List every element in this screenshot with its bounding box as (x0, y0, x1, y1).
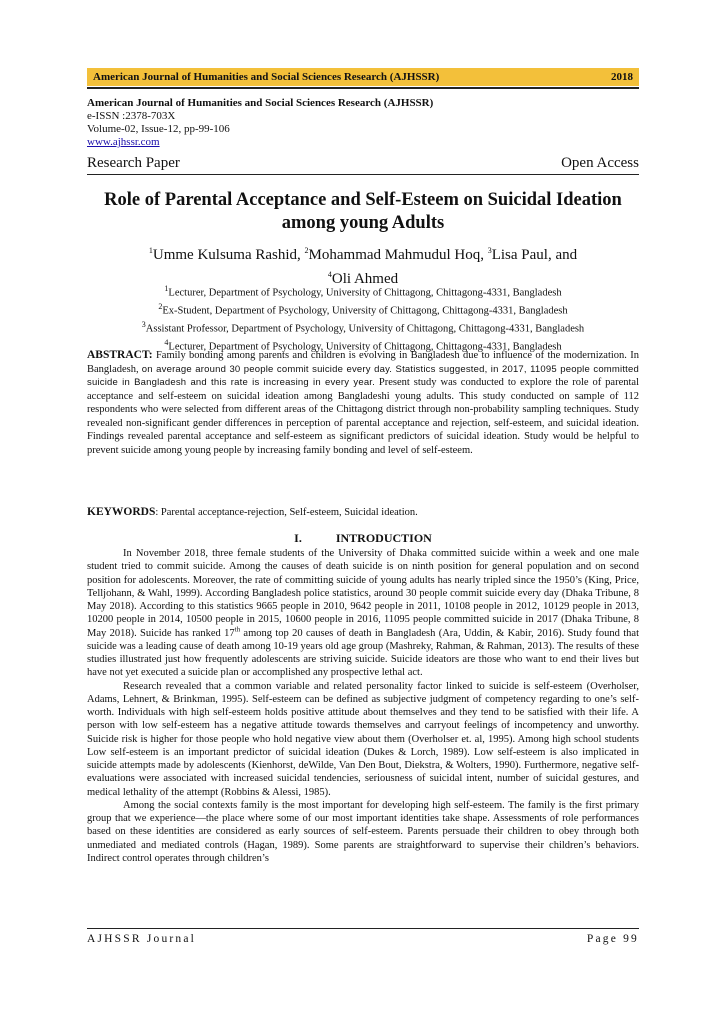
affiliation-sup: 4 (164, 338, 169, 347)
journal-meta (87, 97, 639, 149)
author-name: Mohammad Mahmudul Hoq, (308, 247, 488, 263)
paragraph-text: among top 20 causes of death in Bangladesh (Ara, Uddin, & Kabir, 2016). Study found that suicide was a leading cause of death among 10-19 years old age group (Mashreky, Rahman, & Rahman, 2013). The results of these studies illustrated just how frequently adolescents are striving suicide. Suicide ideators are those who want to end their lives but have not yet executed a suicide plan or accomplished any prospective lethal act. (87, 627, 639, 679)
section-title: INTRODUCTION (335, 531, 432, 545)
paragraph: Research revealed that a common variable and related personality factor linked to suicide is self-esteem (Overholser, Adams, Lehnert, & Brinkman, 1995). Self-esteem can be defined as subjective judgment of competency regarding to one’s self-worth. Individuals with high self-esteem holds positive attitude about themselves and they tend to be satisfied with their life. A person with low self-esteem has a negative attitude towards themselves and carryout feelings of incompetency and unworthy. Suicide risk is higher for those people who hold negative view about them (Overholser et. al, 1995). Among high school students Low self-esteem is an important predictor of suicidal ideation (Dukes & Lorch, 1989). Low self-esteem is also implicated in suicide attempts made by adolescents (Kienhorst, deWilde, Van Den Bout, Diekstra, & Wolters, 1990). Furthermore, negative self-evaluations were associated with increased suicidal tendencies, seriousness of suicidal intent, number of suicidal gestures, and medical lethality of the attempt (Robbins & Alessi, 1985). (87, 680, 639, 798)
affiliation-item (87, 282, 639, 300)
abstract-text-3: Present study was conducted to explore the role of parental acceptance and self-esteem on suicidal ideation among Bangladeshi young adults. This study conducted on sample of 112 respondents who were selected from different areas of the Chittagong district through non-probability sampling techniques. Study revealed non-significant gender differences in perception of parental acceptance and rejection, self-esteem, and suicidal ideation. Findings revealed parental acceptance and self-esteem as significant predictors of suicidal ideation. Study would be helpful to prevent suicide among young people by increasing family bonding and level of self-esteem. (87, 377, 639, 456)
ordinal-sup: th (234, 625, 241, 633)
affiliation-text: Ex-Student, Department of Psychology, University of Chittagong, Chittagong-4331, Bangladesh (162, 305, 568, 317)
author-name: Oli Ahmed (331, 271, 399, 287)
keywords-label: KEYWORDS (87, 506, 156, 518)
author-sup: 3 (487, 246, 492, 255)
running-header-journal: American Journal of Humanities and Social Sciences Research (AJHSSR) (93, 71, 440, 83)
running-header (87, 68, 639, 86)
affiliation-item (87, 300, 639, 318)
body-text (87, 547, 639, 865)
keywords (87, 506, 639, 520)
affiliation-item (87, 318, 639, 336)
section-heading (87, 531, 639, 545)
abstract (87, 349, 639, 457)
article-type: Research Paper (87, 155, 180, 171)
author-sup: 2 (304, 246, 309, 255)
paper-title (87, 189, 639, 235)
affiliation-list (87, 282, 639, 354)
affiliation-text: Lecturer, Department of Psychology, University of Chittagong, Chittagong-4331, Bangladesh (168, 341, 562, 353)
abstract-text-1: Family bonding among parents and children is evolving in Bangladesh due to influence of the modernization. In Bangladesh, (87, 350, 639, 375)
affiliation-text: Assistant Professor, Department of Psychology, University of Chittagong, Chittagong-4331, Bangladesh (145, 323, 585, 335)
affiliation-text: Lecturer, Department of Psychology, University of Chittagong, Chittagong-4331, Bangladesh (168, 287, 562, 299)
paragraph: Among the social contexts family is the most important for developing high self-esteem. The family is the first primary group that we experience—the place where some of our most important identities take shape. Assessments of role performances based on these identities are considered as early sources of self-esteem. Parents persuade their children to obey through both unmediated and mediated controls (Hagan, 1989). Some parents are straightforward to supervise their children’s behaviors. Indirect control operates through children’s (87, 799, 639, 864)
author-name: Umme Kulsuma Rashid, (152, 247, 305, 263)
title-line-1: Role of Parental Acceptance and Self-Esteem on Suicidal Ideation (104, 190, 622, 210)
paragraph-text: In November 2018, three female students of the University of Dhaka committed suicide within a week and one male student tried to commit suicide. Among the causes of death suicide is on ninth position for general population and on second position for adolescents. Moreover, the rate of committing suicide of young adults has nearly tripled since the 1950’s (King, Price, Telljohann, & Wahl, 1999). According Bangladesh police statistics, around 30 people commit suicide every day (Dhaka Tribune, 8 May 2018). According to this statistics 9665 people in 2010, 9642 people in 2011, 10108 people in 2012, 10129 people in 2013, 10200 people in 2014, 10500 people in 2015, 10600 people in 2016, 11095 people committed suicide in 2017 (Dhaka Tribune, 8 May 2018). Suicide has ranked 17 (87, 548, 639, 639)
issn: e-ISSN :2378-703X (87, 110, 176, 122)
author-name: Lisa Paul, and (491, 247, 578, 263)
affiliation-sup: 2 (158, 302, 163, 311)
keywords-text: : Parental acceptance-rejection, Self-esteem, Suicidal ideation. (155, 507, 418, 518)
paragraph (87, 547, 639, 680)
affiliation-sup: 1 (164, 284, 169, 293)
title-line-2: among young Adults (281, 213, 445, 233)
page-number: Page 99 (586, 933, 639, 945)
section-number: I. (294, 531, 302, 545)
author-sup: 4 (327, 270, 332, 279)
page-footer (87, 933, 639, 945)
affiliation-sup: 3 (141, 320, 146, 329)
abstract-text-2: on average around 30 people commit suicide every day. Statistics suggested, in 2017, 11095 people committed suicide in Bangladesh and this rate is increasing in every year. (87, 363, 639, 388)
author-sup: 1 (148, 246, 153, 255)
access-type: Open Access (561, 155, 639, 171)
footer-journal: AJHSSR Journal (87, 933, 197, 945)
running-header-year: 2018 (611, 71, 633, 83)
footer-rule (87, 928, 639, 929)
abstract-label: ABSTRACT: (87, 349, 153, 361)
article-type-row (87, 154, 639, 172)
journal-website-link[interactable]: www.ajhssr.com (87, 136, 160, 148)
journal-name: American Journal of Humanities and Social Sciences Research (AJHSSR) (87, 97, 434, 109)
header-rule (87, 87, 639, 89)
volume-info: Volume-02, Issue-12, pp-99-106 (87, 123, 230, 135)
type-rule (87, 174, 639, 175)
